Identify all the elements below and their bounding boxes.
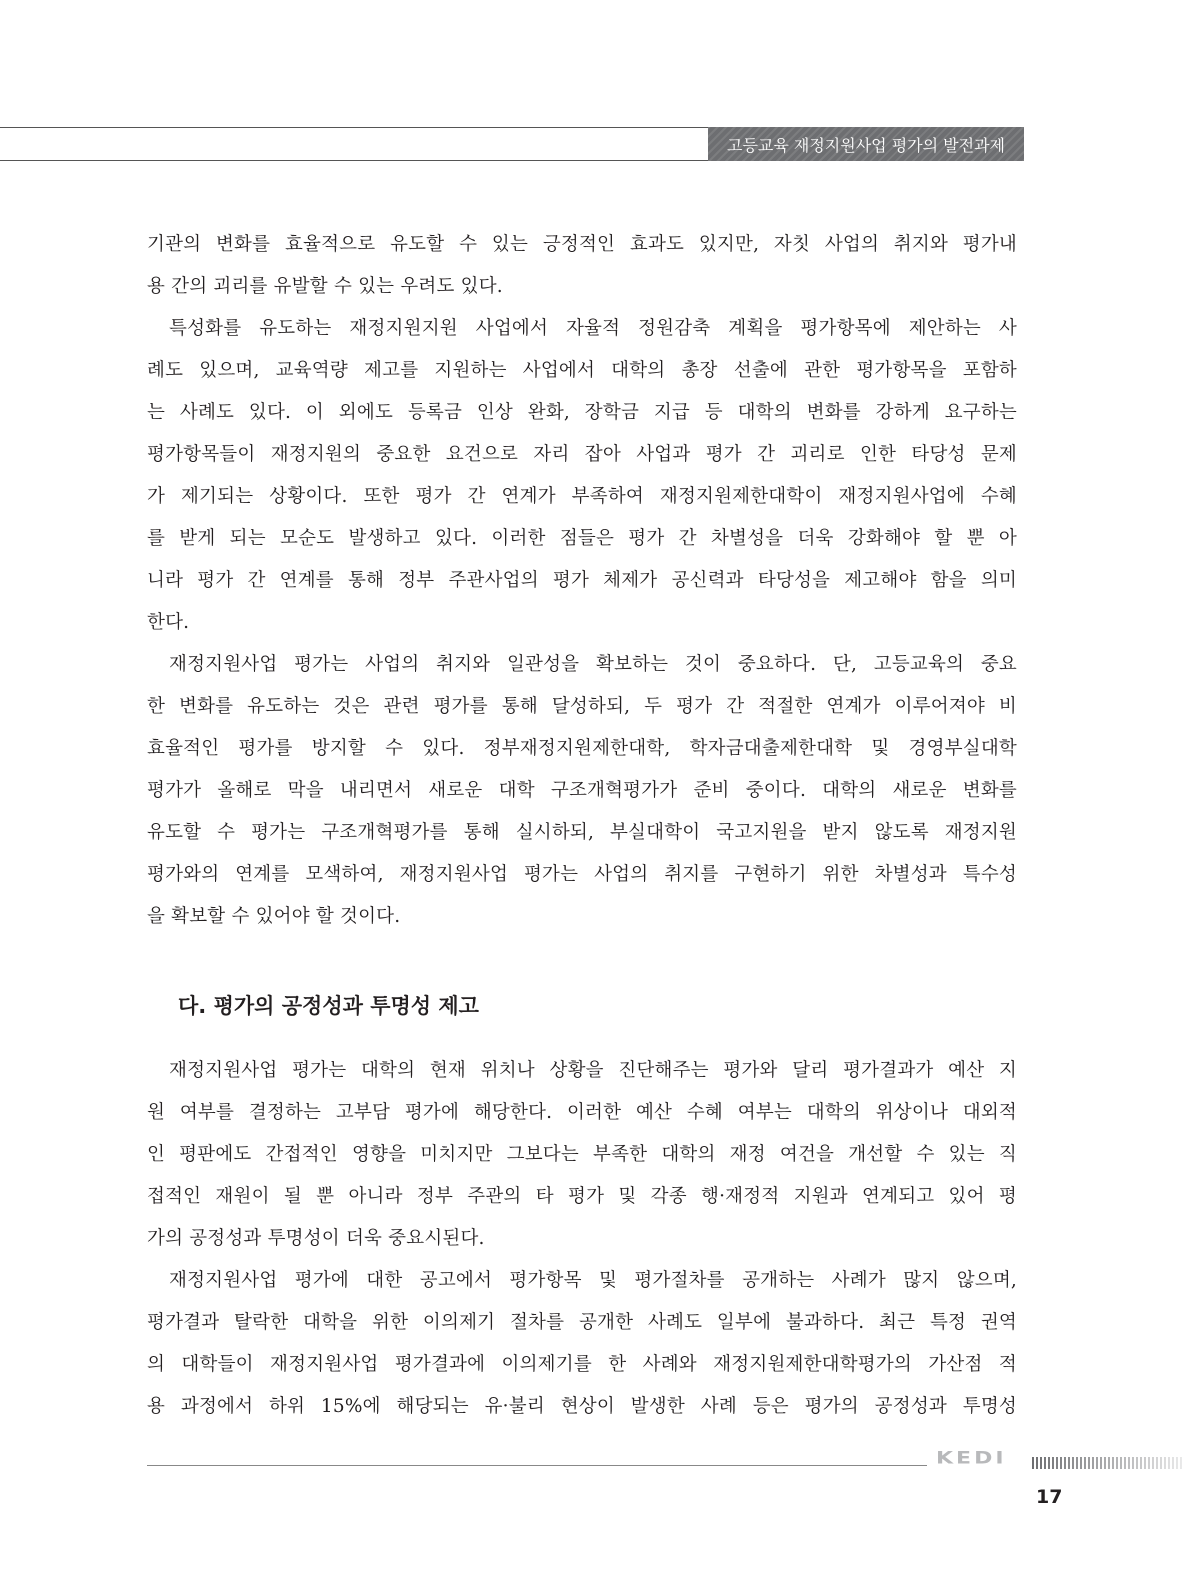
kedi-logo: KEDI xyxy=(936,1449,1007,1468)
text-line: 평가와의 연계를 모색하여, 재정지원사업 평가는 사업의 취지를 구현하기 위한 차별성과 특수성 xyxy=(147,864,1017,885)
footer-gradient-bar xyxy=(1032,1457,1182,1469)
text-line: 재정지원사업 평가는 대학의 현재 위치나 상황을 진단해주는 평가와 달리 평가결과가 예산 지 xyxy=(169,1060,1017,1081)
paragraph-section-body xyxy=(147,1050,1017,1428)
paragraph-continuation xyxy=(147,224,1017,938)
text-line: 인 평판에도 간접적인 영향을 미치지만 그보다는 부족한 대학의 재정 여건을 개선할 수 있는 직 xyxy=(147,1144,1017,1165)
text-line: 재정지원사업 평가는 사업의 취지와 일관성을 확보하는 것이 중요하다. 단, 고등교육의 중요 xyxy=(169,654,1017,675)
running-header xyxy=(708,127,1024,161)
text-line: 용 간의 괴리를 유발할 수 있는 우려도 있다. xyxy=(147,276,503,297)
section-heading: 다. 평가의 공정성과 투명성 제고 xyxy=(178,994,479,1018)
text-line: 가 제기되는 상황이다. 또한 평가 간 연계가 부족하여 재정지원제한대학이 재정지원사업에 수혜 xyxy=(147,486,1017,507)
text-line: 니라 평가 간 연계를 통해 정부 주관사업의 평가 체제가 공신력과 타당성을 제고해야 함을 의미 xyxy=(147,570,1017,591)
footer-rule xyxy=(147,1465,927,1466)
text-line: 를 받게 되는 모순도 발생하고 있다. 이러한 점들은 평가 간 차별성을 더욱 강화해야 할 뿐 아 xyxy=(147,528,1017,549)
text-line: 평가가 올해로 막을 내리면서 새로운 대학 구조개혁평가가 준비 중이다. 대학의 새로운 변화를 xyxy=(147,780,1017,801)
text-line: 유도할 수 평가는 구조개혁평가를 통해 실시하되, 부실대학이 국고지원을 받지 않도록 재정지원 xyxy=(147,822,1017,843)
text-line: 의 대학들이 재정지원사업 평가결과에 이의제기를 한 사례와 재정지원제한대학평가의 가산점 적 xyxy=(147,1354,1017,1375)
text-line: 을 확보할 수 있어야 할 것이다. xyxy=(147,906,401,927)
text-line: 는 사례도 있다. 이 외에도 등록금 인상 완화, 장학금 지급 등 대학의 변화를 강하게 요구하는 xyxy=(147,402,1017,423)
text-line: 한다. xyxy=(147,612,190,633)
text-line: 평가항목들이 재정지원의 중요한 요건으로 자리 잡아 사업과 평가 간 괴리로 인한 타당성 문제 xyxy=(147,444,1017,465)
text-line: 기관의 변화를 효율적으로 유도할 수 있는 긍정적인 효과도 있지만, 자칫 사업의 취지와 평가내 xyxy=(147,234,1017,255)
running-title: 고등교육 재정지원사업 평가의 발전과제 xyxy=(726,135,1005,155)
text-line: 례도 있으며, 교육역량 제고를 지원하는 사업에서 대학의 총장 선출에 관한 평가항목을 포함하 xyxy=(147,360,1017,381)
text-line: 접적인 재원이 될 뿐 아니라 정부 주관의 타 평가 및 각종 행·재정적 지원과 연계되고 있어 평 xyxy=(147,1186,1017,1207)
text-line: 효율적인 평가를 방지할 수 있다. 정부재정지원제한대학, 학자금대출제한대학 및 경영부실대학 xyxy=(147,738,1017,759)
text-line: 평가결과 탈락한 대학을 위한 이의제기 절차를 공개한 사례도 일부에 불과하다. 최근 특정 권역 xyxy=(147,1312,1017,1333)
text-line: 재정지원사업 평가에 대한 공고에서 평가항목 및 평가절차를 공개하는 사례가 많지 않으며, xyxy=(169,1270,1017,1291)
page-number: 17 xyxy=(1036,1486,1063,1508)
text-line: 한 변화를 유도하는 것은 관련 평가를 통해 달성하되, 두 평가 간 적절한 연계가 이루어져야 비 xyxy=(147,696,1017,717)
text-line: 원 여부를 결정하는 고부담 평가에 해당한다. 이러한 예산 수혜 여부는 대학의 위상이나 대외적 xyxy=(147,1102,1017,1123)
text-line: 가의 공정성과 투명성이 더욱 중요시된다. xyxy=(147,1228,485,1249)
text-line: 특성화를 유도하는 재정지원지원 사업에서 자율적 정원감축 계획을 평가항목에 제안하는 사 xyxy=(169,318,1017,339)
text-line: 용 과정에서 하위 15%에 해당되는 유·불리 현상이 발생한 사례 등은 평가의 공정성과 투명성 xyxy=(147,1396,1017,1417)
